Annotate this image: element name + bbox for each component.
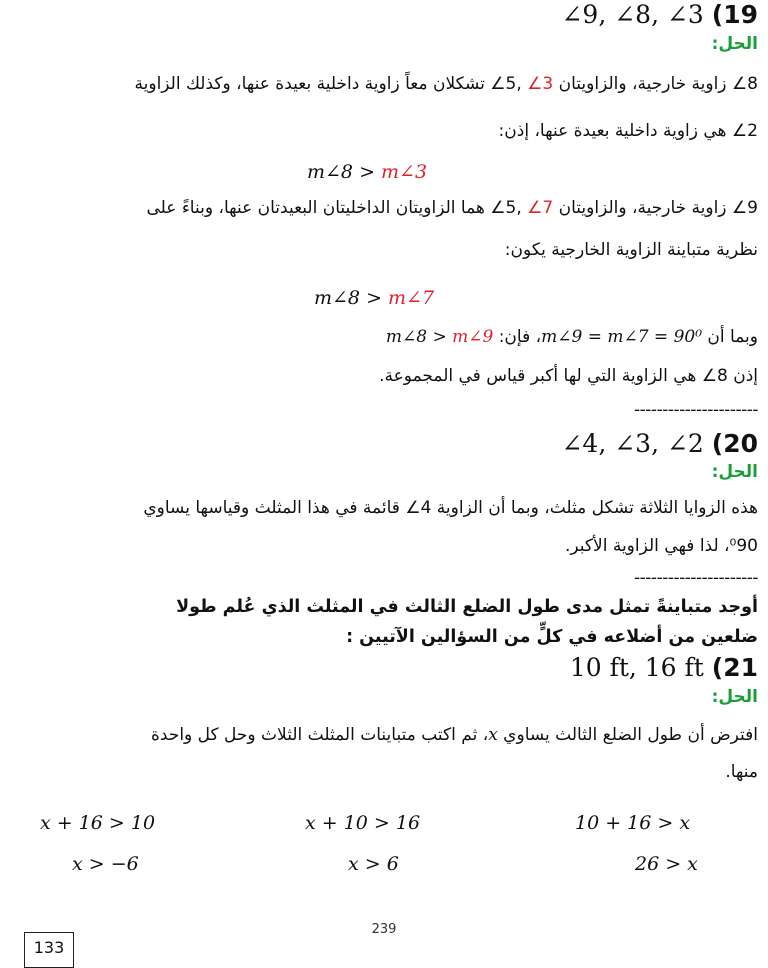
q19-conclusion: إذن 8∠ هي الزاوية التي لها أكبر قياس في المجموعة. bbox=[379, 366, 758, 386]
q19-number: (19 bbox=[711, 0, 758, 29]
q19-angles: ∠9, ∠8, ∠3 bbox=[561, 0, 704, 29]
q21-ineq-row2-col1: x > −6 bbox=[72, 853, 139, 875]
q20-number: (20 bbox=[711, 429, 758, 458]
instruction-line1: أوجد متباينةً تمثل مدى طول الضلع الثالث في المثلث الذي عُلم طولا bbox=[176, 597, 758, 617]
q20-line1: هذه الزوايا الثلاثة تشكل مثلث، وبما أن الزاوية 4∠ قائمة في هذا المثلث وقياسها يساوي bbox=[143, 498, 758, 518]
q19-solution-label: الحل: bbox=[711, 34, 758, 54]
q21-ineq-row1-col2: x + 10 > 16 bbox=[305, 812, 421, 834]
q19-line1: 8∠ زاوية خارجية، والزاويتان 3∠ ,5∠ تشكلان معاً زاوية داخلية بعيدة عنها، وكذلك الزاوية bbox=[134, 74, 758, 94]
q19-angle7-red: 7∠ bbox=[527, 198, 554, 218]
divider-1: ---------------------- bbox=[634, 400, 758, 420]
q21-sides: 10 ft, 16 ft bbox=[569, 653, 704, 682]
q21-number: (21 bbox=[711, 653, 758, 682]
q20-line2: ⁰90، لذا فهي الزاوية الأكبر. bbox=[565, 536, 758, 556]
q21-heading bbox=[570, 653, 758, 682]
q19-line5: وبما أن m∠9 = m∠7 = 90⁰، فإن: m∠8 > m∠9 bbox=[385, 327, 758, 347]
page-box-number: 133 bbox=[24, 932, 74, 968]
q21-ineq-row1-col3: 10 + 16 > x bbox=[575, 812, 691, 834]
q19-heading bbox=[561, 0, 758, 29]
q20-solution-label: الحل: bbox=[711, 462, 758, 482]
page-number: 239 bbox=[371, 922, 397, 937]
q19-inequality-2: m∠8 > m∠7 bbox=[314, 287, 435, 309]
q21-ineq-row2-col3: 26 > x bbox=[635, 853, 698, 875]
q19-line4: نظرية متباينة الزاوية الخارجية يكون: bbox=[504, 240, 758, 260]
q21-ineq-row1-col1: x + 16 > 10 bbox=[40, 812, 156, 834]
q19-angle3-red: 3∠ bbox=[527, 74, 554, 94]
q21-line2: منها. bbox=[725, 762, 758, 782]
q19-inequality-1: m∠8 > m∠3 bbox=[307, 161, 428, 183]
q19-line3: 9∠ زاوية خارجية، والزاويتان 7∠ ,5∠ هما الزاويتان الداخليتان البعيدتان عنها، وبناءً على bbox=[146, 198, 758, 218]
instruction-line2: ضلعين من أضلاعه في كلٍّ من السؤالين الآتيين : bbox=[346, 627, 758, 647]
q21-ineq-row2-col2: x > 6 bbox=[348, 853, 399, 875]
q19-line2: 2∠ هي زاوية داخلية بعيدة عنها، إذن: bbox=[498, 121, 758, 141]
q21-solution-label: الحل: bbox=[711, 687, 758, 707]
q21-line1: افترض أن طول الضلع الثالث يساوي x، ثم اكتب متباينات المثلث الثلاث وحل كل واحدة bbox=[151, 725, 758, 745]
q20-angles: ∠4, ∠3, ∠2 bbox=[561, 429, 704, 458]
divider-2: ---------------------- bbox=[634, 568, 758, 588]
q20-heading bbox=[561, 429, 758, 458]
